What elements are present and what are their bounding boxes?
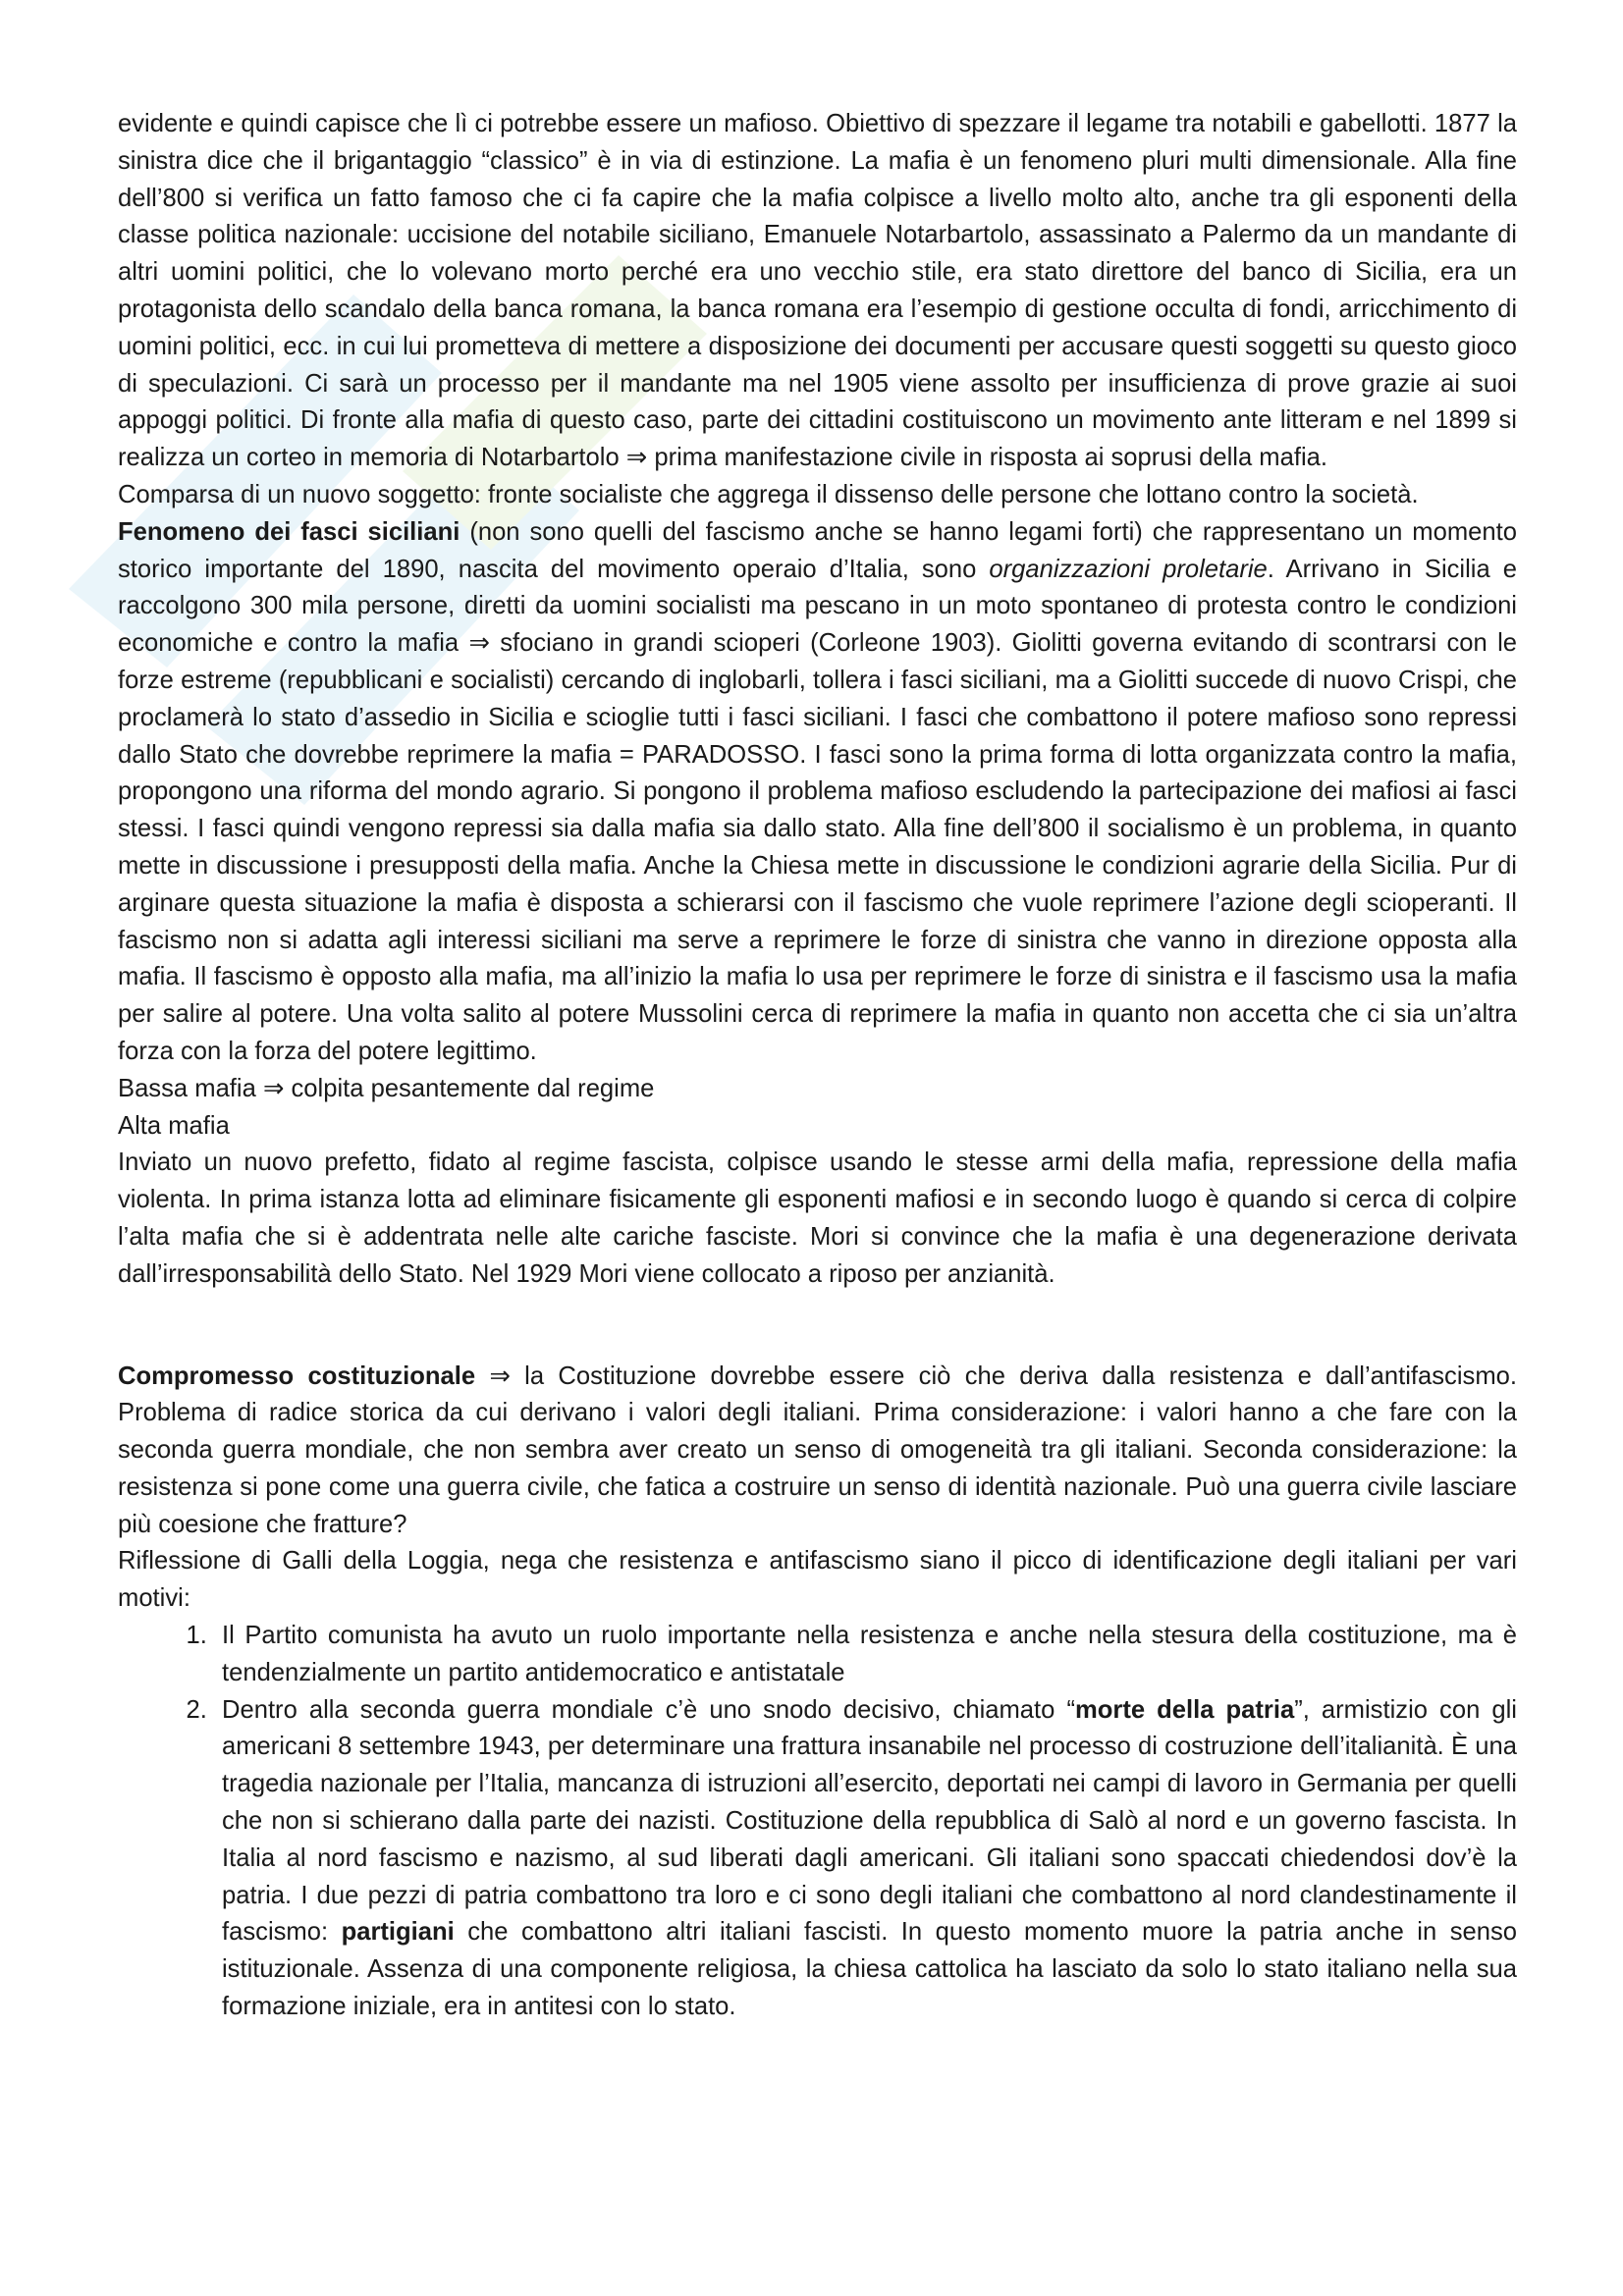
emphasis-morte-della-patria: morte della patria — [1074, 1695, 1295, 1724]
list-item-partito-comunista: 1. Il Partito comunista ha avuto un ruolo importante nella resistenza e anche nella stesura della costituzione, ma è tendenzialmente un partito antidemocratico e antistatale — [214, 1618, 1517, 1692]
section-gap — [118, 1294, 1517, 1359]
heading-fasci-siciliani: Fenomeno dei fasci siciliani — [118, 517, 460, 546]
emphasis-partigiani: partigiani — [341, 1918, 455, 1947]
paragraph-prefetto-mori: Inviato un nuovo prefetto, fidato al regime fascista, colpisce usando le stesse armi della mafia, repressione della mafia violenta. In prima istanza lotta ad eliminare fisicamente gli esponenti mafiosi e in secondo luogo è quando si cerca di colpire l’alta mafia che si è addentrata nelle alte cariche fasciste. Mori si convince che la mafia è una degenerazione derivata dall’irresponsabilità dello Stato. Nel 1929 Mori viene collocato a riposo per anzianità. — [118, 1148, 1517, 1288]
paragraph-compromesso: Compromesso costituzionale ⇒ la Costituzione dovrebbe essere ciò che deriva dalla resistenza e dall’antifascismo. Problema di radice storica da cui derivano i valori degli italiani. Prima considerazione: i valori hanno a che fare con la seconda guerra mondiale, che non sembra aver creato un senso di omogeneità tra gli italiani. Seconda considerazione: la resistenza si pone come una guerra civile, che fatica a costruire un senso di identità nazionale. Può una guerra civile lasciare più coesione che fratture? — [118, 1362, 1517, 1538]
paragraph-notarbartolo: evidente e quindi capisce che lì ci potrebbe essere un mafioso. Obiettivo di spezzare il legame tra notabili e gabellotti. 1877 la sinistra dice che il brigantaggio “classico” è in via di estinzione. La mafia è un fenomeno pluri multi dimensionale. Alla fine dell’800 si verifica un fatto famoso che ci fa capire che la mafia colpisce a livello molto alto, anche tra gli esponenti della classe politica nazionale: uccisione del notabile siciliano, Emanuele Notarbartolo, assassinato a Palermo da un mandante di altri uomini politici, che lo volevano morto perché era uno vecchio stile, era stato direttore del banco di Sicilia, era un protagonista dello scandalo della banca romana, la banca romana era l’esempio di gestione occulta di fondi, arricchimento di uomini politici, ecc. in cui lui prometteva di mettere a disposizione dei documenti per accusare questi soggetti su questo gioco di speculazioni. Ci sarà un processo per il mandante ma nel 1905 viene assolto per insufficienza di prove grazie ai suoi appoggi politici. Di fronte alla mafia di questo caso, parte dei cittadini costituiscono un movimento ante litteram e nel 1899 si realizza un corteo in memoria di Notarbartolo ⇒ prima manifestazione civile in risposta ai soprusi della mafia. — [118, 110, 1517, 472]
document-page — [118, 106, 1517, 2026]
paragraph-fasci-siciliani: Fenomeno dei fasci siciliani (non sono quelli del fascismo anche se hanno legami forti) che rappresentano un momento storico importante del 1890, nascita del movimento operaio d’Italia, sono organizzazioni proletarie. Arrivano in Sicilia e raccolgono 300 mila persone, diretti da uomini socialisti ma pescano in un moto spontaneo di protesta contro le condizioni economiche e contro la mafia ⇒ sfociano in grandi scioperi (Corleone 1903). Giolitti governa evitando di scontrarsi con le forze estreme (repubblicani e socialisti) cercando di inglobarli, tollera i fasci siciliani, ma a Giolitti succede di nuovo Crispi, che proclamerà lo stato d’assedio in Sicilia e scioglie tutti i fasci siciliani. I fasci che combattono il potere mafioso sono repressi dallo Stato che dovrebbe reprimere la mafia = PARADOSSO. I fasci sono la prima forma di lotta organizzata contro la mafia, propongono una riforma del mondo agrario. Si pongono il problema mafioso escludendo la partecipazione dei mafiosi ai fasci stessi. I fasci quindi vengono repressi sia dalla mafia sia dallo stato. Alla fine dell’800 il socialismo è un problema, in quanto mette in discussione i presupposti della mafia. Anche la Chiesa mette in discussione le condizioni agrarie della Sicilia. Pur di arginare questa situazione la mafia è disposta a schierarsi con il fascismo che vuole reprimere l’azione degli scioperanti. Il fascismo non si adatta agli interessi siciliani ma serve a reprimere le forze di sinistra che vanno in direzione opposta alla mafia. Il fascismo è opposto alla mafia, ma all’inizio la mafia lo usa per reprimere le forze di sinistra e il fascismo usa la mafia per salire al potere. Una volta salito al potere Mussolini cerca di reprimere la mafia in quanto non accetta che ci sia un’altra forza con la forza del potere legittimo. — [118, 517, 1518, 1065]
paragraph-galli-della-loggia: Riflessione di Galli della Loggia, nega che resistenza e antifascismo siano il picco di identificazione degli italiani per vari motivi: — [118, 1547, 1517, 1613]
line-alta-mafia: Alta mafia — [118, 1111, 230, 1140]
paragraph-fronte-socialista: Comparsa di un nuovo soggetto: fronte socialiste che aggrega il dissenso delle persone che lottano contro la società. — [118, 480, 1419, 508]
line-bassa-mafia: Bassa mafia ⇒ colpita pesantemente dal regime — [118, 1074, 655, 1102]
list-item-morte-della-patria: 2. Dentro alla seconda guerra mondiale c’è uno snodo decisivo, chiamato “morte della patria”, armistizio con gli americani 8 settembre 1943, per determinare una frattura insanabile nel processo di costruzione dell’italianità. È una tragedia nazionale per l’Italia, mancanza di istruzioni all’esercito, deportati nei campi di lavoro in Germania per quelli che non si schierano dalla parte dei nazisti. Costituzione della repubblica di Salò al nord e un governo fascista. In Italia al nord fascismo e nazismo, al sud liberati dagli americani. Gli italiani sono spaccati chiedendosi dov’è la patria. I due pezzi di patria combattono tra loro e ci sono degli italiani che combattono al nord clandestinamente il fascismo: partigiani che combattono altri italiani fascisti. In questo momento muore la patria anche in senso istituzionale. Assenza di una componente religiosa, la chiesa cattolica ha lasciato da solo lo stato italiano nella sua formazione iniziale, era in antitesi con lo stato. — [214, 1692, 1517, 2026]
heading-compromesso: Compromesso costituzionale — [118, 1362, 476, 1390]
emphasis-organizzazioni: organizzazioni proletarie — [989, 555, 1268, 583]
reasons-list — [118, 1618, 1517, 2026]
